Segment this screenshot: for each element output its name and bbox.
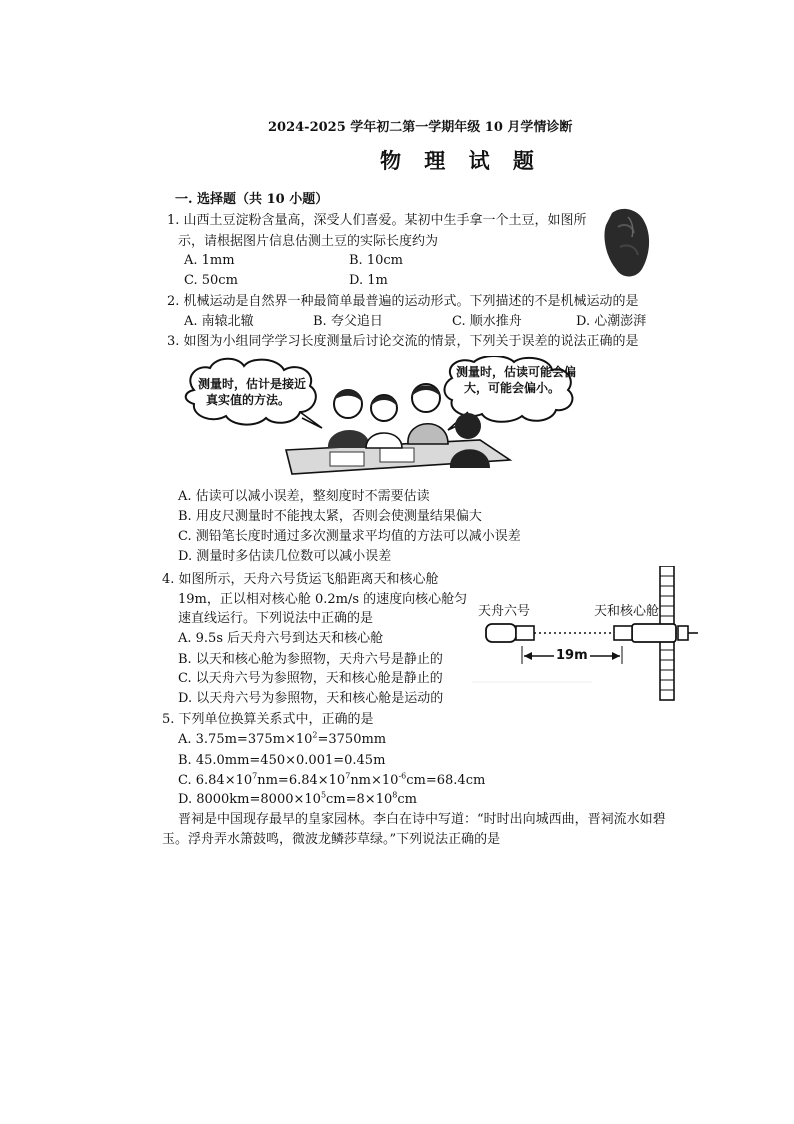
q3-option-d: D. 测量时多估读几位数可以减小误差	[178, 549, 392, 564]
q2-option-d: D. 心潮澎湃	[576, 314, 647, 329]
q1-option-d: D. 1m	[349, 273, 388, 288]
spacecraft-diagram	[472, 566, 702, 706]
section-heading: 一. 选择题（共 10 小题）	[175, 192, 329, 207]
q4-stem-line3: 速直线运行。下列说法中正确的是	[178, 611, 374, 626]
subject-title: 物 理 试 题	[380, 148, 542, 173]
q2-option-b: B. 夸父追日	[313, 314, 383, 329]
q5-c-text-2: nm=6.84×10	[257, 773, 346, 788]
q4-diagram-label-left: 天舟六号	[478, 604, 531, 619]
q3-stem: 3. 如图为小组同学学习长度测量后讨论交流的情景，下列关于误差的说法正确的是	[167, 334, 639, 349]
q5-stem: 5. 下列单位换算关系式中，正确的是	[162, 712, 374, 727]
q3-option-b: B. 用皮尺测量时不能拽太紧，否则会使测量结果偏大	[178, 509, 482, 524]
q2-option-c: C. 顺水推舟	[452, 314, 522, 329]
q3-bubble-left-text	[198, 376, 306, 408]
q5-option-c	[178, 772, 485, 790]
q2-option-a: A. 南辕北辙	[184, 314, 254, 329]
q1-stem-line1: 1. 山西土豆淀粉含量高，深受人们喜爱。某初中生手拿一个土豆，如图所	[167, 213, 587, 228]
q4-stem-line1: 4. 如图所示，天舟六号货运飞船距离天和核心舱	[162, 572, 439, 587]
q4-option-a: A. 9.5s 后天舟六号到达天和核心舱	[178, 631, 384, 646]
q3-bubble-left-line1: 测量时，估计是接近	[198, 377, 307, 391]
q1-stem-line2: 示，请根据图片信息估测土豆的实际长度约为	[178, 234, 439, 249]
q5-a-exponent: 2	[312, 730, 318, 740]
q4-diagram-label-right: 天和核心舱	[594, 604, 660, 619]
q4-diagram-distance-label: 19m	[556, 648, 588, 663]
q1-option-b: B. 10cm	[349, 253, 403, 268]
q4-option-d: D. 以天舟六号为参照物，天和核心舱是运动的	[178, 691, 444, 706]
q5-c-text-4: cm=68.4cm	[406, 773, 486, 788]
q1-option-c: C. 50cm	[184, 273, 238, 288]
q5-option-d	[178, 791, 417, 809]
q5-c-text-3: nm×10	[350, 773, 399, 788]
q5-option-a	[178, 731, 386, 749]
exam-title: 2024-2025 学年初二第一学期年级 10 月学情诊断	[268, 120, 573, 135]
q5-c-exponent-2: 7	[345, 771, 351, 781]
q5-a-text-2: =3750mm	[317, 732, 387, 747]
q3-bubble-right-line2: 大，可能会偏小。	[464, 381, 561, 395]
q3-bubble-right-line1: 测量时，估读可能会偏	[456, 365, 577, 379]
q5-c-exponent-1: 7	[252, 771, 258, 781]
q4-option-c: C. 以天舟六号为参照物，天和核心舱是静止的	[178, 671, 443, 686]
q6-passage-line1: 晋祠是中国现存最早的皇家园林。李白在诗中写道：“时时出向城西曲，晋祠流水如碧	[178, 812, 666, 827]
q5-d-exponent-1: 5	[320, 790, 327, 800]
q4-stem-line2: 19m，正以相对核心舱 0.2m/s 的速度向核心舱匀	[178, 592, 468, 607]
q5-a-text-1: A. 3.75m=375m×10	[178, 732, 313, 747]
q3-bubble-left-line2: 真实值的方法。	[206, 393, 291, 407]
q3-option-c: C. 测铅笔长度时通过多次测量求平均值的方法可以减小误差	[178, 529, 521, 544]
q1-option-a: A. 1mm	[184, 253, 235, 268]
q5-d-text-1: D. 8000km=8000×10	[178, 792, 321, 807]
q6-passage-line2: 玉。浮舟弄水箫鼓鸣，微波龙鳞莎草绿。”下列说法正确的是	[162, 832, 501, 847]
q5-d-text-3: cm	[397, 792, 417, 807]
q3-bubble-right-text	[456, 364, 576, 396]
potato-hand-image	[598, 207, 658, 279]
q5-d-exponent-2: 8	[392, 790, 398, 800]
q2-stem: 2. 机械运动是自然界一种最简单最普遍的运动形式。下列描述的不是机械运动的是	[167, 294, 639, 309]
q5-d-text-2: cm=8×10	[326, 792, 393, 807]
q5-c-exponent-3: -6	[398, 771, 407, 781]
q3-option-a: A. 估读可以减小误差，整刻度时不需要估读	[178, 489, 430, 504]
q5-option-b: B. 45.0mm=450×0.001=0.45m	[178, 753, 386, 768]
q5-c-text-1: C. 6.84×10	[178, 773, 253, 788]
q4-option-b: B. 以天和核心舱为参照物，天舟六号是静止的	[178, 652, 443, 667]
